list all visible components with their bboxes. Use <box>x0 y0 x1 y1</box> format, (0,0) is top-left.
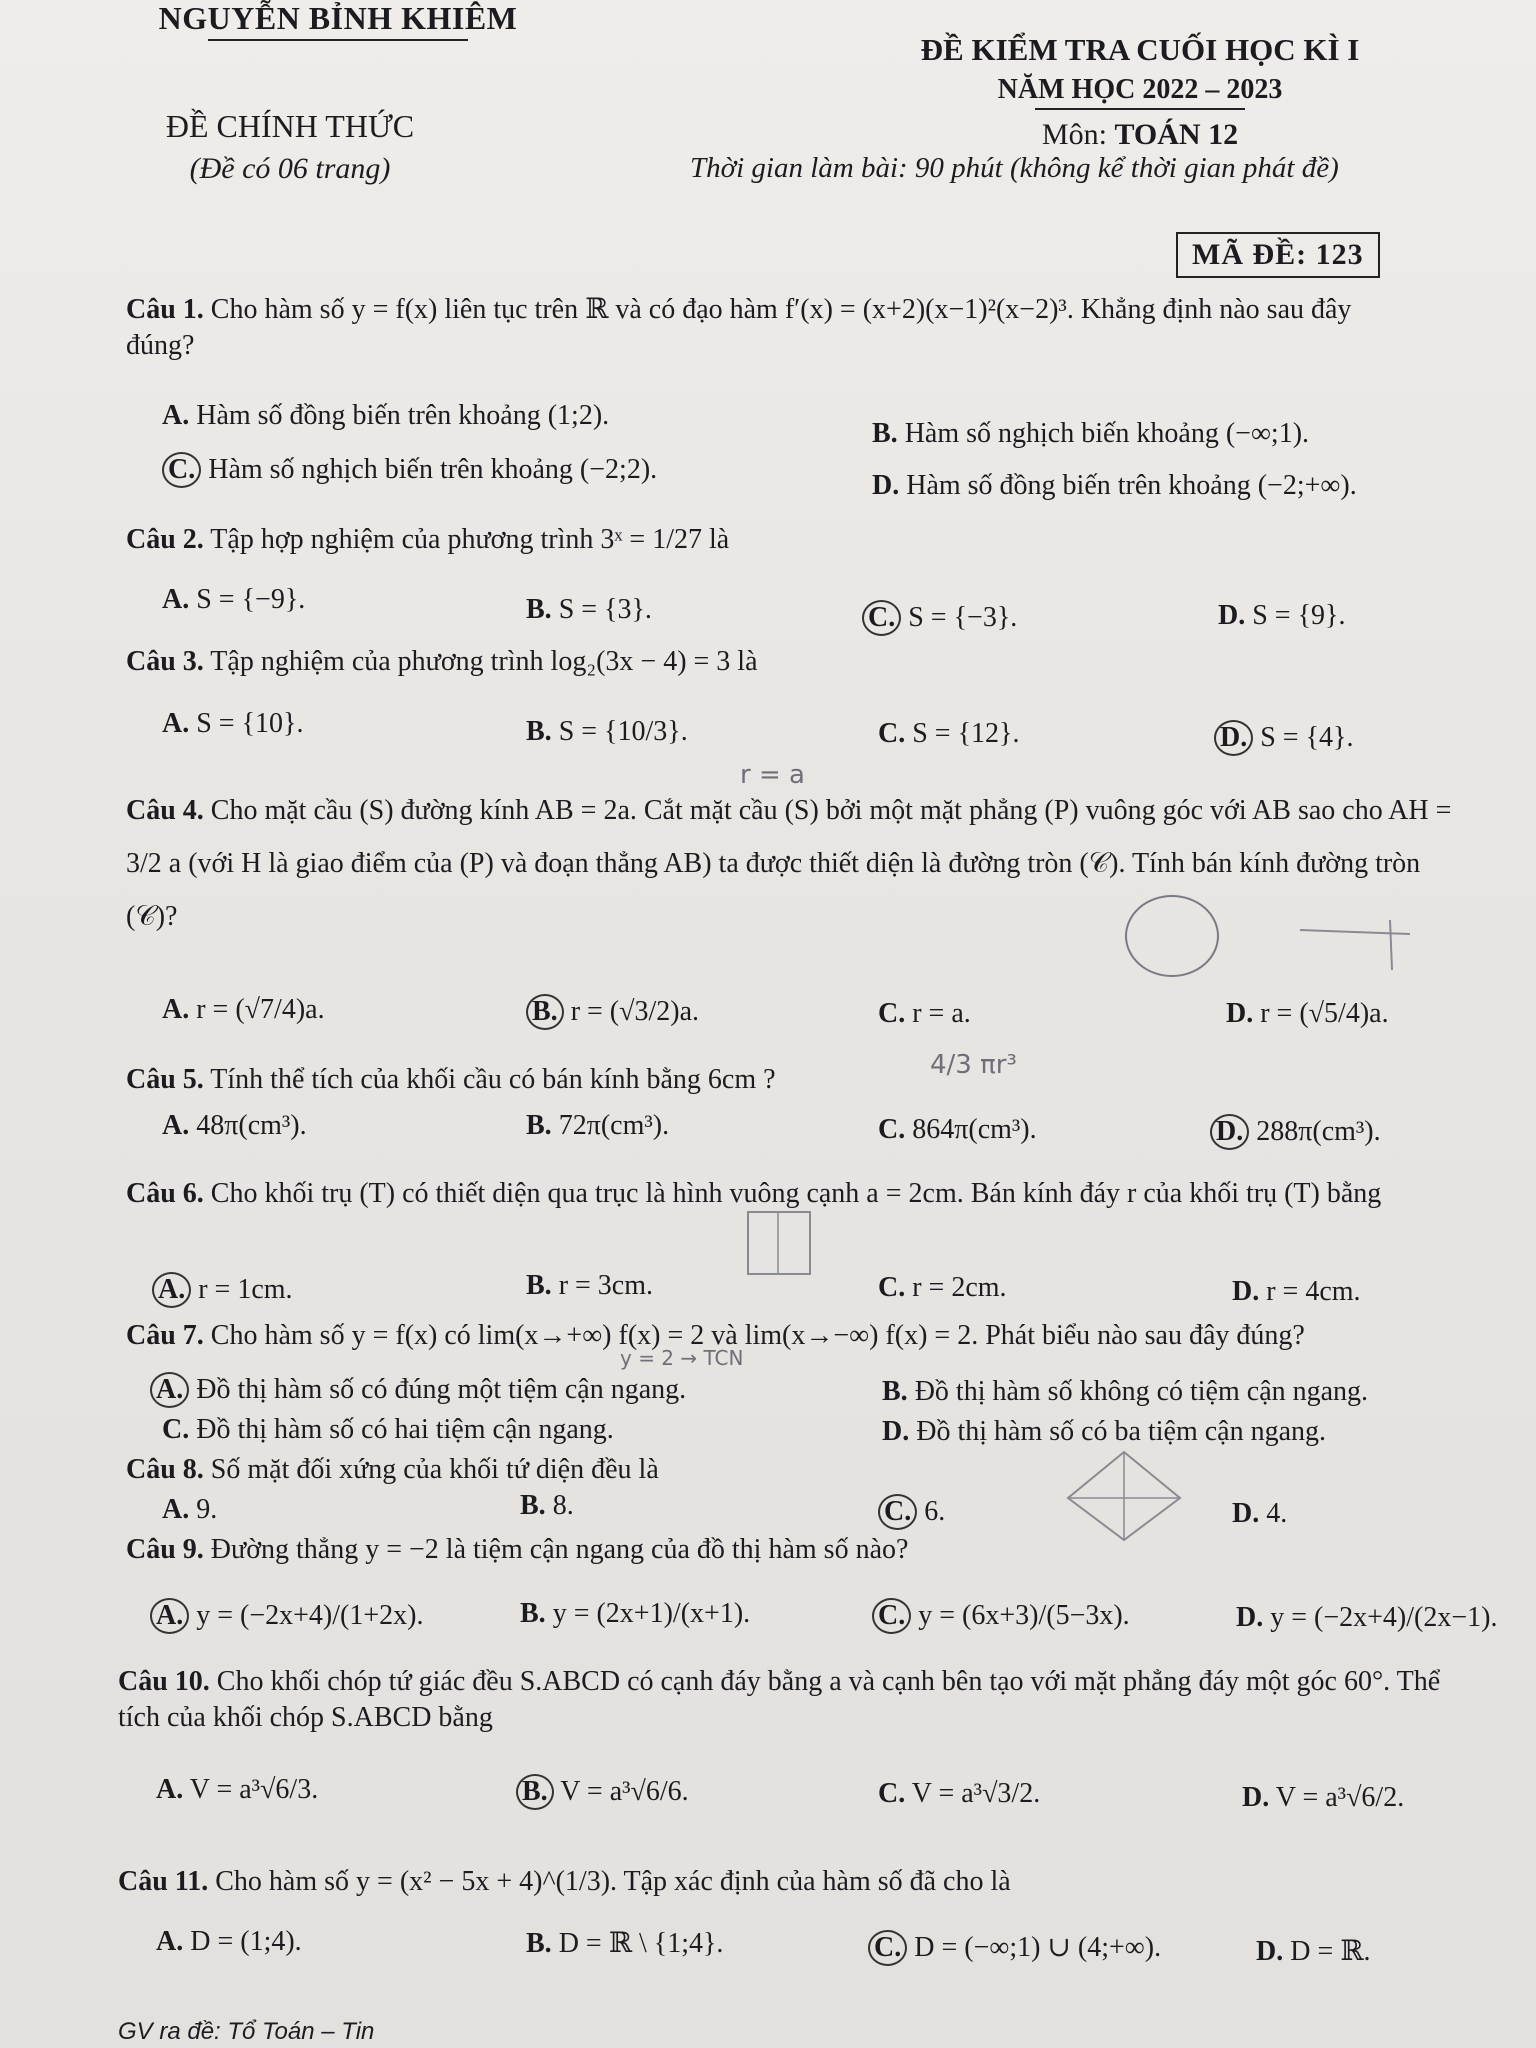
option-6b: B. r = 3cm. <box>526 1270 654 1301</box>
subject-prefix: Môn: <box>1041 118 1115 151</box>
option-4c: C. r = a. <box>878 998 971 1029</box>
option-10b: B. V = a³√6/6. <box>516 1774 689 1810</box>
option-11b: B. D = ℝ \ {1;4}. <box>526 1928 724 1959</box>
official-label: ĐỀ CHÍNH THỨC <box>165 108 415 144</box>
option-4a: A. r = (√7/4)a. <box>162 994 325 1025</box>
option-2b: B. S = {3}. <box>526 594 652 625</box>
option-11d: D. D = ℝ. <box>1256 1936 1371 1967</box>
school-year: NĂM HỌC 2022 – 2023 <box>997 74 1283 105</box>
question-text: Cho hàm số y = f(x) liên tục trên ℝ và có đạo hàm f′(x) = (x+2)(x−1)²(x−2)³. Khẳng định nào sau đây đúng? <box>126 294 1352 362</box>
question-label: Câu 1. <box>126 294 204 325</box>
option-2d: D. S = {9}. <box>1218 600 1346 631</box>
option-3b: B. S = {10/3}. <box>526 716 688 747</box>
handwritten-note-volume: 4/3 πr³ <box>930 1050 1017 1080</box>
option-9a: A. y = (−2x+4)/(1+2x). <box>150 1598 423 1634</box>
option-5c: C. 864π(cm³). <box>878 1114 1037 1145</box>
school-name: NGUYỄN BỈNH KHIÊM <box>158 0 518 36</box>
option-7a: A. Đồ thị hàm số có đúng một tiệm cận ngang. <box>150 1372 686 1408</box>
option-5b: B. 72π(cm³). <box>526 1110 670 1141</box>
school-underline <box>208 39 468 41</box>
option-9c: C. y = (6x+3)/(5−3x). <box>872 1598 1130 1634</box>
option-1c: C. Hàm số nghịch biến trên khoảng (−2;2). <box>162 452 657 488</box>
option-7d: D. Đồ thị hàm số có ba tiệm cận ngang. <box>882 1416 1327 1447</box>
page-count: (Đề có 06 trang) <box>189 152 391 185</box>
question-1 <box>126 292 1416 365</box>
question-3: Câu 3. Tập nghiệm của phương trình log₂(3x − 4) = 3 là <box>126 646 758 677</box>
question-9: Câu 9. Đường thẳng y = −2 là tiệm cận ngang của đồ thị hàm số nào? <box>126 1534 909 1565</box>
option-3d: D. S = {4}. <box>1214 720 1353 756</box>
time-limit: Thời gian làm bài: 90 phút (không kể thời gian phát đề) <box>690 152 1339 184</box>
option-8d: D. 4. <box>1232 1498 1288 1529</box>
question-8: Câu 8. Số mặt đối xứng của khối tứ diện đều là <box>126 1454 659 1485</box>
footer-author: GV ra đề: Tổ Toán – Tin <box>118 2018 375 2045</box>
option-2c: C. S = {−3}. <box>862 600 1017 636</box>
option-8b: B. 8. <box>520 1490 574 1521</box>
question-6: Câu 6. Cho khối trụ (T) có thiết diện qua trục là hình vuông cạnh a = 2cm. Bán kính đáy r của khối trụ (T) bằng <box>126 1178 1382 1209</box>
option-10a: A. V = a³√6/3. <box>156 1774 319 1805</box>
option-1b: B. Hàm số nghịch biến khoảng (−∞;1). <box>872 418 1310 449</box>
exam-code: MÃ ĐỀ: 123 <box>1176 232 1380 278</box>
option-10d: D. V = a³√6/2. <box>1242 1782 1405 1813</box>
question-10: Câu 10. Cho khối chóp tứ giác đều S.ABCD có cạnh đáy bằng a và cạnh bên tạo với mặt phẳng đáy một góc 60°. Thể tích của khối chóp S.ABCD bằng <box>118 1666 1441 1734</box>
option-4b: B. r = (√3/2)a. <box>526 994 699 1030</box>
option-8a: A. 9. <box>162 1494 218 1525</box>
question-5: Câu 5. Tính thể tích của khối cầu có bán kính bằng 6cm ? <box>126 1064 776 1095</box>
exam-title-block <box>820 32 1460 110</box>
handwritten-sketch-square <box>742 1206 822 1286</box>
exam-title: ĐỀ KIỂM TRA CUỐI HỌC KÌ I <box>920 32 1360 67</box>
option-9d: D. y = (−2x+4)/(2x−1). <box>1236 1602 1498 1633</box>
handwritten-note-r-equals-a: r = a <box>740 760 805 790</box>
question-7: Câu 7. Cho hàm số y = f(x) có lim(x→+∞) f(x) = 2 và lim(x→−∞) f(x) = 2. Phát biểu nào sau đây đúng? <box>126 1320 1305 1351</box>
handwritten-sketch-tetrahedron <box>1060 1446 1190 1546</box>
handwritten-note-tcn: y = 2 → TCN <box>620 1346 744 1370</box>
option-2a: A. S = {−9}. <box>162 584 306 615</box>
option-4d: D. r = (√5/4)a. <box>1226 998 1389 1029</box>
option-9b: B. y = (2x+1)/(x+1). <box>520 1598 751 1629</box>
option-5d: D. 288π(cm³). <box>1210 1114 1381 1150</box>
option-1a: A. Hàm số đồng biến trên khoảng (1;2). <box>162 400 610 431</box>
question-4: Câu 4. Cho mặt cầu (S) đường kính AB = 2a. Cắt mặt cầu (S) bởi một mặt phẳng (P) vuông góc với AB sao cho AH = 3/2 a (với H là giao điểm của (P) và đoạn thẳng AB) ta được thiết diện là đường tròn (𝒞). Tính bán kính đường tròn (𝒞)? <box>126 795 1452 933</box>
option-6d: D. r = 4cm. <box>1232 1276 1361 1307</box>
option-7b: B. Đồ thị hàm số không có tiệm cận ngang. <box>882 1376 1369 1407</box>
option-6a: A. r = 1cm. <box>152 1272 293 1308</box>
option-3c: C. S = {12}. <box>878 718 1020 749</box>
year-underline <box>1035 108 1245 110</box>
question-11: Câu 11. Cho hàm số y = (x² − 5x + 4)^(1/3). Tập xác định của hàm số đã cho là <box>118 1866 1011 1897</box>
option-11c: C. D = (−∞;1) ∪ (4;+∞). <box>868 1930 1161 1966</box>
subject-line <box>820 118 1460 152</box>
option-3a: A. S = {10}. <box>162 708 304 739</box>
option-7c: C. Đồ thị hàm số có hai tiệm cận ngang. <box>162 1414 614 1445</box>
school-block <box>128 0 548 41</box>
handwritten-sketch-circle <box>1120 890 1450 1000</box>
option-10c: C. V = a³√3/2. <box>878 1778 1041 1809</box>
option-11a: A. D = (1;4). <box>156 1926 302 1957</box>
option-5a: A. 48π(cm³). <box>162 1110 307 1141</box>
option-1d: D. Hàm số đồng biến trên khoảng (−2;+∞). <box>872 470 1357 501</box>
option-6c: C. r = 2cm. <box>878 1272 1007 1303</box>
option-8c: C. 6. <box>878 1494 945 1530</box>
subject-name: TOÁN 12 <box>1114 118 1239 151</box>
answer-circle-mark: C. <box>162 452 201 488</box>
question-2: Câu 2. Tập hợp nghiệm của phương trình 3ˣ = 1/27 là <box>126 524 730 555</box>
